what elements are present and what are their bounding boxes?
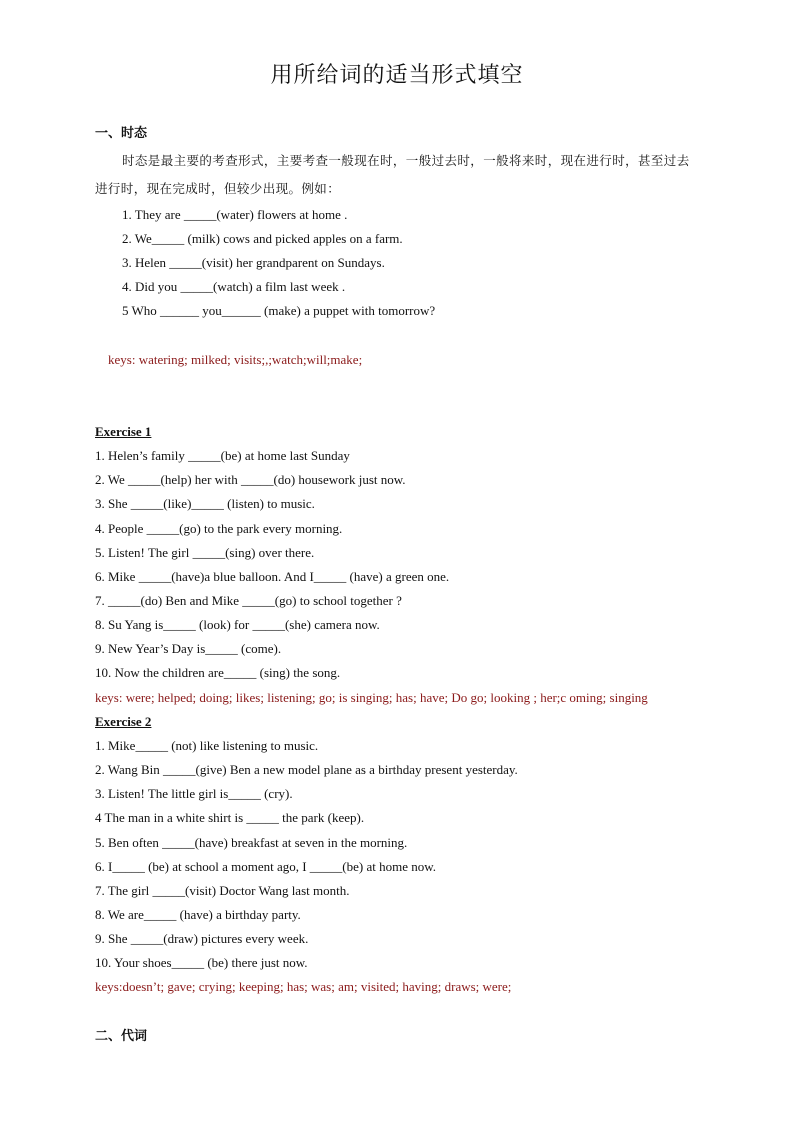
exercise-2-item: 5. Ben often _____(have) breakfast at seven in the morning. <box>95 835 408 850</box>
exercise-2-item: 4 The man in a white shirt is _____ the park (keep). <box>95 810 365 825</box>
section-heading-pronouns: 二、代词 <box>95 1029 148 1044</box>
exercise-1-item: 6. Mike _____(have)a blue balloon. And I_____ (have) a green one. <box>95 569 450 584</box>
intro-text-line-2: 进行时，现在完成时，但较少出现。例如： <box>95 181 341 196</box>
exercise-2-item: 10. Your shoes_____ (be) there just now. <box>95 955 308 970</box>
exercise-2-item: 2. Wang Bin _____(give) Ben a new model plane as a birthday present yesterday. <box>95 762 518 777</box>
page-title: 用所给词的适当形式填空 <box>270 63 524 88</box>
exercise-1-item: 2. We _____(help) her with _____(do) housework just now. <box>95 472 406 487</box>
exercise-1-item: 7. _____(do) Ben and Mike _____(go) to school together ? <box>95 593 402 608</box>
exercise-2-item: 3. Listen! The little girl is_____ (cry). <box>95 786 293 801</box>
exercise-1-item: 10. Now the children are_____ (sing) the song. <box>95 665 341 680</box>
exercise-1-item: 8. Su Yang is_____ (look) for _____(she) camera now. <box>95 617 380 632</box>
exercise-1-item: 9. New Year’s Day is_____ (come). <box>95 641 282 656</box>
exercise-2-item: 6. I_____ (be) at school a moment ago, I _____(be) at home now. <box>95 859 437 874</box>
example-item: 5 Who ______ you______ (make) a puppet with tomorrow? <box>122 303 436 318</box>
exercise-1-title: Exercise 1 <box>95 424 152 439</box>
exercise-1-item: 5. Listen! The girl _____(sing) over there. <box>95 545 315 560</box>
exercise-1-item: 4. People _____(go) to the park every morning. <box>95 521 343 536</box>
exercise-2-item: 7. The girl _____(visit) Doctor Wang last month. <box>95 883 350 898</box>
answer-keys-exercise-1: keys: were; helped; doing; likes; listening; go; is singing; has; have; Do go; looking ; her;c oming; singing <box>95 690 648 705</box>
section-heading-tenses: 一、时态 <box>95 126 148 141</box>
exercise-1-item: 3. She _____(like)_____ (listen) to music. <box>95 496 315 511</box>
example-item: 4. Did you _____(watch) a film last week . <box>122 279 346 294</box>
exercise-2-title: Exercise 2 <box>95 714 152 729</box>
answer-keys-examples: keys: watering; milked; visits;,;watch;will;make; <box>108 352 363 367</box>
example-item: 2. We_____ (milk) cows and picked apples on a farm. <box>122 231 403 246</box>
answer-keys-exercise-2: keys:doesn’t; gave; crying; keeping; has; was; am; visited; having; draws; were; <box>95 979 512 994</box>
exercise-2-item: 1. Mike_____ (not) like listening to music. <box>95 738 319 753</box>
example-item: 1. They are _____(water) flowers at home . <box>122 207 348 222</box>
exercise-2-item: 8. We are_____ (have) a birthday party. <box>95 907 301 922</box>
intro-text-line-1: 时态是最主要的考查形式，主要考查一般现在时，一般过去时，一般将来时，现在进行时，甚至过去 <box>122 153 690 168</box>
example-item: 3. Helen _____(visit) her grandparent on Sundays. <box>122 255 385 270</box>
exercise-1-item: 1. Helen’s family _____(be) at home last Sunday <box>95 448 350 463</box>
exercise-2-item: 9. She _____(draw) pictures every week. <box>95 931 309 946</box>
